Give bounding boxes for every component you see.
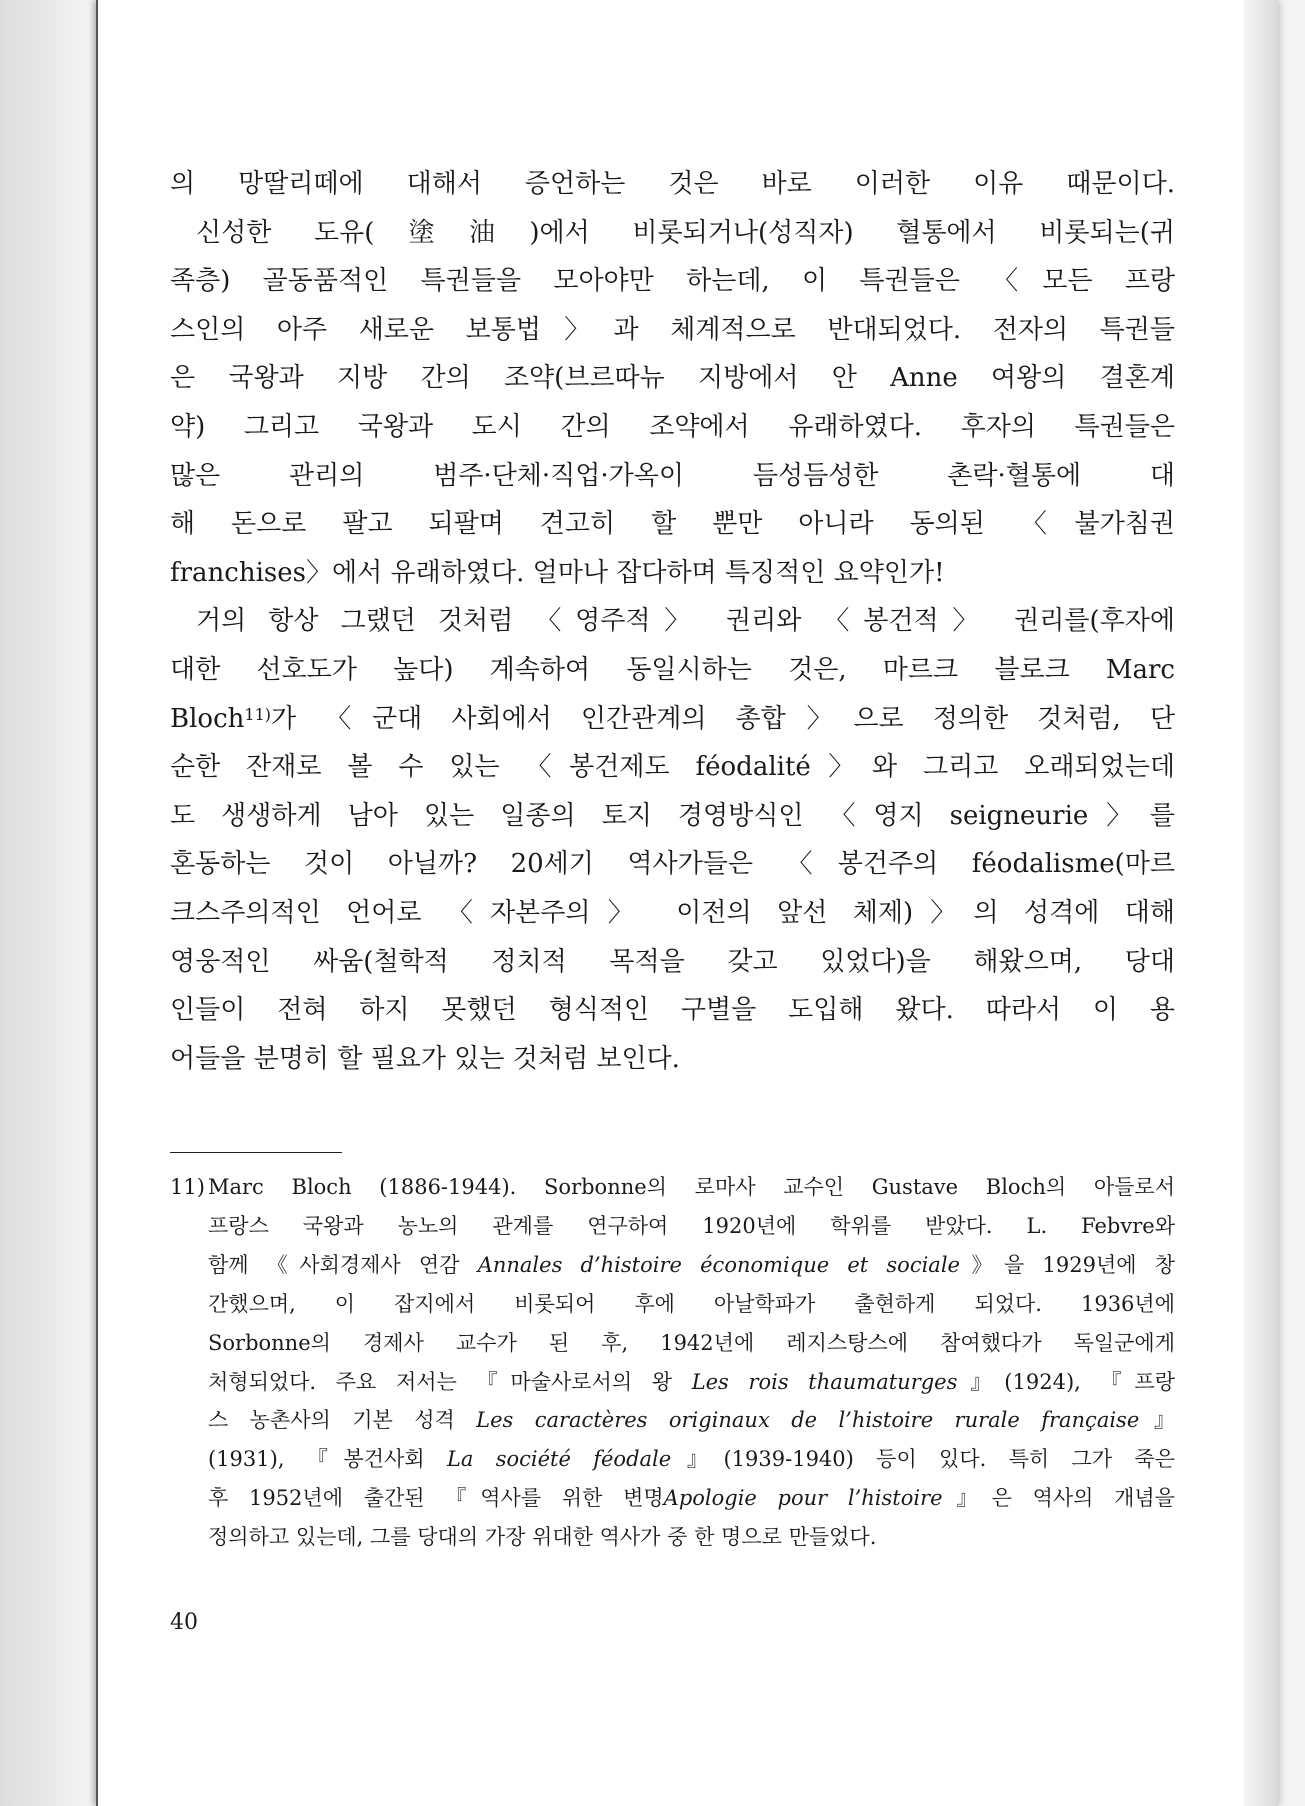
text-line: 약) 그리고 국왕과 도시 간의 조약에서 유래하였다. 후자의 특권들은 [170,411,1175,442]
text-line: 은 국왕과 지방 간의 조약(브르따뉴 지방에서 안 Anne 여왕의 결혼계 [170,363,1175,394]
journal-title: Annales d’histoire économique et sociale [477,1252,960,1277]
footnote [170,1168,1175,1557]
book-title: Les caractères originaux de l’histoire rurale française [476,1408,1140,1433]
footnote-divider [170,1152,342,1153]
footnote-line: 프랑스 국왕과 농노의 관계를 연구하여 1920년에 학위를 받았다. L. Febvre와 [208,1213,1175,1238]
footnote-line: 처형되었다. 주요 저서는 『마술사로서의 왕 Les rois thaumaturges』(1924), 『프랑 [208,1369,1175,1394]
text-line: 크스주의적인 언어로 〈자본주의〉 이전의 앞선 체제)〉의 성격에 대해 [170,897,1175,928]
page-number: 40 [170,1610,198,1635]
footnote-line: 정의하고 있는데, 그를 당대의 가장 위대한 역사가 중 한 명으로 만들었다. [208,1525,877,1550]
footnote-line: 함께 《사회경제사 연감 Annales d’histoire économique et sociale》을 1929년에 창 [208,1252,1175,1277]
text-line: 순한 잔재로 볼 수 있는 〈봉건제도 féodalité〉와 그리고 오래되었는데 [170,752,1175,783]
bloch-name: Bloch [170,703,245,734]
body-text [170,160,1175,1083]
footnote-line: 후 1952년에 출간된 『역사를 위한 변명Apologie pour l’histoire』은 역사의 개념을 [208,1486,1176,1511]
text-line: 대한 선호도가 높다) 계속하여 동일시하는 것은, 마르크 블로크 Marc [170,654,1175,685]
text-line: 거의 항상 그랬던 것처럼 〈영주적〉 권리와 〈봉건적〉 권리를(후자에 [196,606,1175,637]
text-line: 해 돈으로 팔고 되팔며 견고히 할 뿐만 아니라 동의된 〈불가침권 [170,509,1175,540]
text-line [170,695,1175,744]
text-line: 영웅적인 싸움(철학적 정치적 목적을 갖고 있었다)을 해왔으며, 당대 [170,946,1175,977]
footnote-number: 11) [170,1175,205,1199]
footnote-line: 11) Marc Bloch (1886-1944). Sorbonne의 로마사 교수인 Gustave Bloch의 아들로서 [170,1168,1175,1207]
text-line: 족층) 골동품적인 특권들을 모아야만 하는데, 이 특권들은 〈모든 프랑 [170,266,1175,297]
text-line: 신성한 도유(塗油)에서 비롯되거나(성직자) 혈통에서 비롯되는(귀 [196,217,1175,248]
text-line: franchises〉에서 유래하였다. 얼마나 잡다하며 특징적인 요약인가! [170,557,945,588]
footnote-ref[interactable]: 11) [244,704,271,724]
footnote-line: 간했으며, 이 잡지에서 비롯되어 후에 아날학파가 출현하게 되었다. 1936년에 [208,1291,1175,1316]
page-edge-shadow [1244,0,1278,1806]
text-line: 어들을 분명히 할 필요가 있는 것처럼 보인다. [170,1043,680,1074]
footnote-line: (1931), 『봉건사회 La société féodale』(1939-1940) 등이 있다. 특히 그가 죽은 [208,1447,1175,1472]
footnote-line: 스 농촌사의 기본 성격 Les caractères originaux de l’histoire rurale française』 [208,1408,1175,1433]
text-line: 인들이 전혀 하지 못했던 형식적인 구별을 도입해 왔다. 따라서 이 용 [170,995,1175,1026]
text-line-rest: 가 〈군대 사회에서 인간관계의 총합〉으로 정의한 것처럼, 단 [271,703,1175,734]
text-line: 스인의 아주 새로운 보통법〉과 체계적으로 반대되었다. 전자의 특권들 [170,314,1175,345]
text-line: 도 생생하게 남아 있는 일종의 토지 경영방식인 〈영지 seigneurie〉를 [170,800,1175,831]
text-line: 의 망딸리떼에 대해서 증언하는 것은 바로 이러한 이유 때문이다. [170,169,1175,199]
book-title: Apologie pour l’histoire [663,1486,943,1511]
footnote-line: Sorbonne의 경제사 교수가 된 후, 1942년에 레지스탕스에 참여했다가 독일군에게 [208,1330,1175,1355]
book-title: Les rois thaumaturges [691,1369,958,1394]
text-line: 혼동하는 것이 아닐까? 20세기 역사가들은 〈봉건주의 féodalisme(마르 [170,849,1175,880]
book-title: La société féodale [446,1447,672,1472]
text-line: 많은 관리의 범주·단체·직업·가옥이 듬성듬성한 촌락·혈통에 대 [170,460,1175,491]
